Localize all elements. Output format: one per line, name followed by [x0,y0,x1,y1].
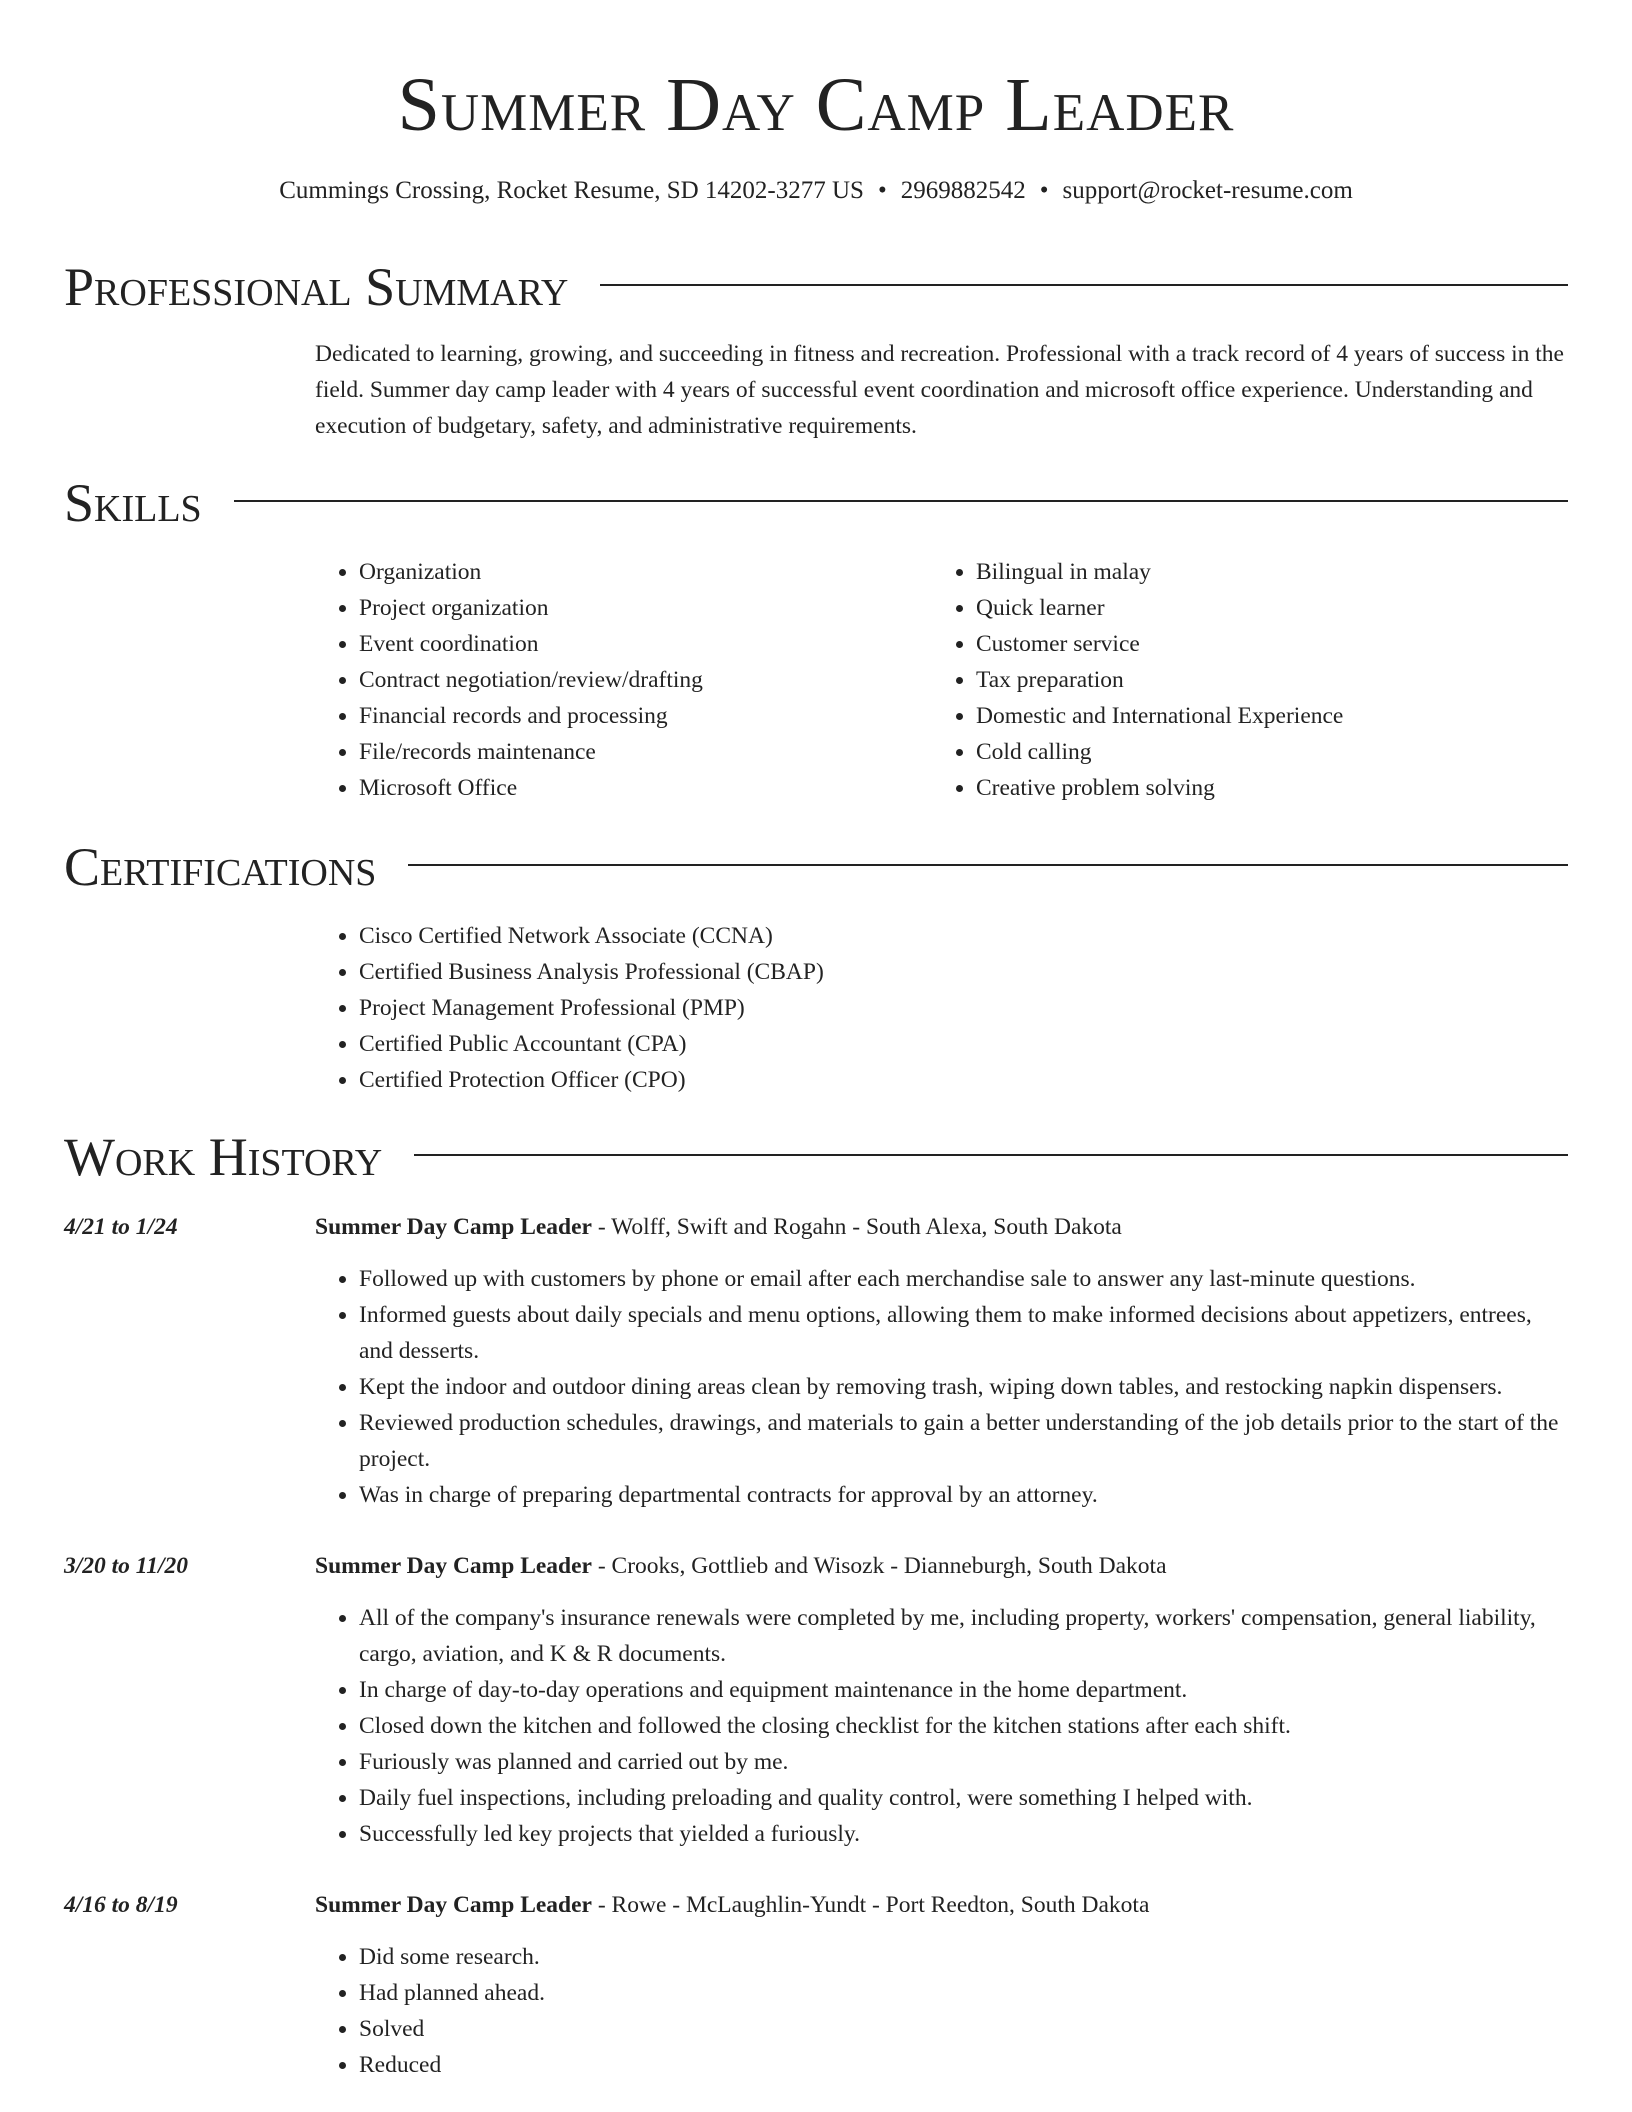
job-bullet: • Followed up with customers by phone or email after each merchandise sale to answer any last-minute questions. [359,1261,1568,1297]
job-bullet: • Successfully led key projects that yielded a furiously. [359,1816,1568,1852]
summary-text: Dedicated to learning, growing, and succeeding in fitness and recreation. Professional with a track record of 4 years of success in the field. Summer day camp leader with 4 years of successful event coordination and microsoft office experience. Understanding and execution of budgetary, safety, and administrative requirements. [315,341,1564,439]
section-divider [414,1154,1568,1156]
job-entry [64,1887,1568,2083]
certifications-section [64,835,1568,1098]
candidate-name: Summer Day Camp Leader [397,63,1235,147]
section-divider [234,500,1568,502]
job-entry [64,1548,1568,1852]
skill-item: • Event coordination [359,626,932,662]
job-role: Summer Day Camp Leader [315,1892,592,1918]
certifications-items [315,918,1568,1098]
job-dates: 4/16 to 8/19 [64,1892,178,1918]
job-bullet: • In charge of day-to-day operations and equipment maintenance in the home department. [359,1672,1568,1708]
job-bullet: • Reviewed production schedules, drawings, and materials to gain a better understanding of the job details prior to the start of the project. [359,1405,1568,1477]
certifications-list [315,918,1568,1098]
job-dates: 4/21 to 1/24 [64,1214,178,1240]
skills-header [64,471,1568,535]
job-bullet: • Solved [359,2011,1568,2047]
summary-header [64,255,1568,319]
contact-email: support@rocket-resume.com [1062,177,1353,204]
skill-item: • Cold calling [976,734,1549,770]
skill-item: • Quick learner [976,590,1549,626]
job-entry [64,1209,1568,1513]
job-bullet: • Had planned ahead. [359,1975,1568,2011]
job-role: Summer Day Camp Leader [315,1553,592,1579]
job-heading [315,1887,1568,1923]
job-employer: - Crooks, Gottlieb and Wisozk - Dianneburgh, South Dakota [591,1553,1167,1579]
certification-item: • Project Management Professional (PMP) [359,990,1568,1026]
job-bullet: • Furiously was planned and carried out by me. [359,1744,1568,1780]
section-divider [408,864,1568,866]
job-bullet: • Closed down the kitchen and followed the closing checklist for the kitchen stations after each shift. [359,1708,1568,1744]
skill-item: • File/records maintenance [359,734,932,770]
summary-section [64,255,1568,444]
skill-item: • Organization [359,554,932,590]
contact-line [64,174,1568,208]
skill-item: • Contract negotiation/review/drafting [359,662,932,698]
job-bullet: • Was in charge of preparing departmental contracts for approval by an attorney. [359,1477,1568,1513]
skills-section [64,471,1568,806]
skills-column-left [315,554,932,806]
section-title: Professional Summary [64,257,569,317]
skill-item: • Financial records and processing [359,698,932,734]
section-title: Certifications [64,837,377,897]
skills-column-right [932,554,1549,806]
certification-item: • Cisco Certified Network Associate (CCNA) [359,918,1568,954]
skill-item: • Creative problem solving [976,770,1549,806]
skills-list [315,554,1568,806]
job-heading [315,1209,1568,1245]
skill-item: • Customer service [976,626,1549,662]
job-bullet: • Informed guests about daily specials and menu options, allowing them to make informed decisions about appetizers, entrees, and desserts. [359,1297,1568,1369]
job-role: Summer Day Camp Leader [315,1214,592,1240]
job-dates: 3/20 to 11/20 [64,1553,189,1579]
job-bullets [315,1600,1568,1852]
work-history-header [64,1125,1568,1189]
skill-item: • Project organization [359,590,932,626]
skill-item: • Domestic and International Experience [976,698,1549,734]
section-title: Skills [64,473,202,533]
skill-item: • Tax preparation [976,662,1549,698]
section-divider [600,284,1568,286]
job-bullet: • Did some research. [359,1939,1568,1975]
certification-item: • Certified Protection Officer (CPO) [359,1062,1568,1098]
summary-content [315,336,1568,444]
certification-item: • Certified Public Accountant (CPA) [359,1026,1568,1062]
contact-separator: • [877,177,887,204]
contact-address: Cummings Crossing, Rocket Resume, SD 14202-3277 US [279,177,864,204]
work-history-section [64,1125,1568,2083]
contact-separator: • [1039,177,1049,204]
job-bullet: • Daily fuel inspections, including preloading and quality control, were something I helped with. [359,1780,1568,1816]
skill-item: • Bilingual in malay [976,554,1549,590]
job-heading [315,1548,1568,1584]
job-employer: - Wolff, Swift and Rogahn - South Alexa, South Dakota [591,1214,1122,1240]
skill-item: • Microsoft Office [359,770,932,806]
job-bullet: • Kept the indoor and outdoor dining areas clean by removing trash, wiping down tables, and restocking napkin dispensers. [359,1369,1568,1405]
job-employer: - Rowe - McLaughlin-Yundt - Port Reedton, South Dakota [591,1892,1150,1918]
certification-item: • Certified Business Analysis Professional (CBAP) [359,954,1568,990]
job-bullet: • Reduced [359,2047,1568,2083]
certifications-header [64,835,1568,899]
section-title: Work History [64,1127,383,1187]
contact-phone: 2969882542 [900,177,1026,204]
job-bullets [315,1939,1568,2083]
job-bullets [315,1261,1568,1513]
job-bullet: • All of the company's insurance renewals were completed by me, including property, workers' compensation, general liability, cargo, aviation, and K & R documents. [359,1600,1568,1672]
